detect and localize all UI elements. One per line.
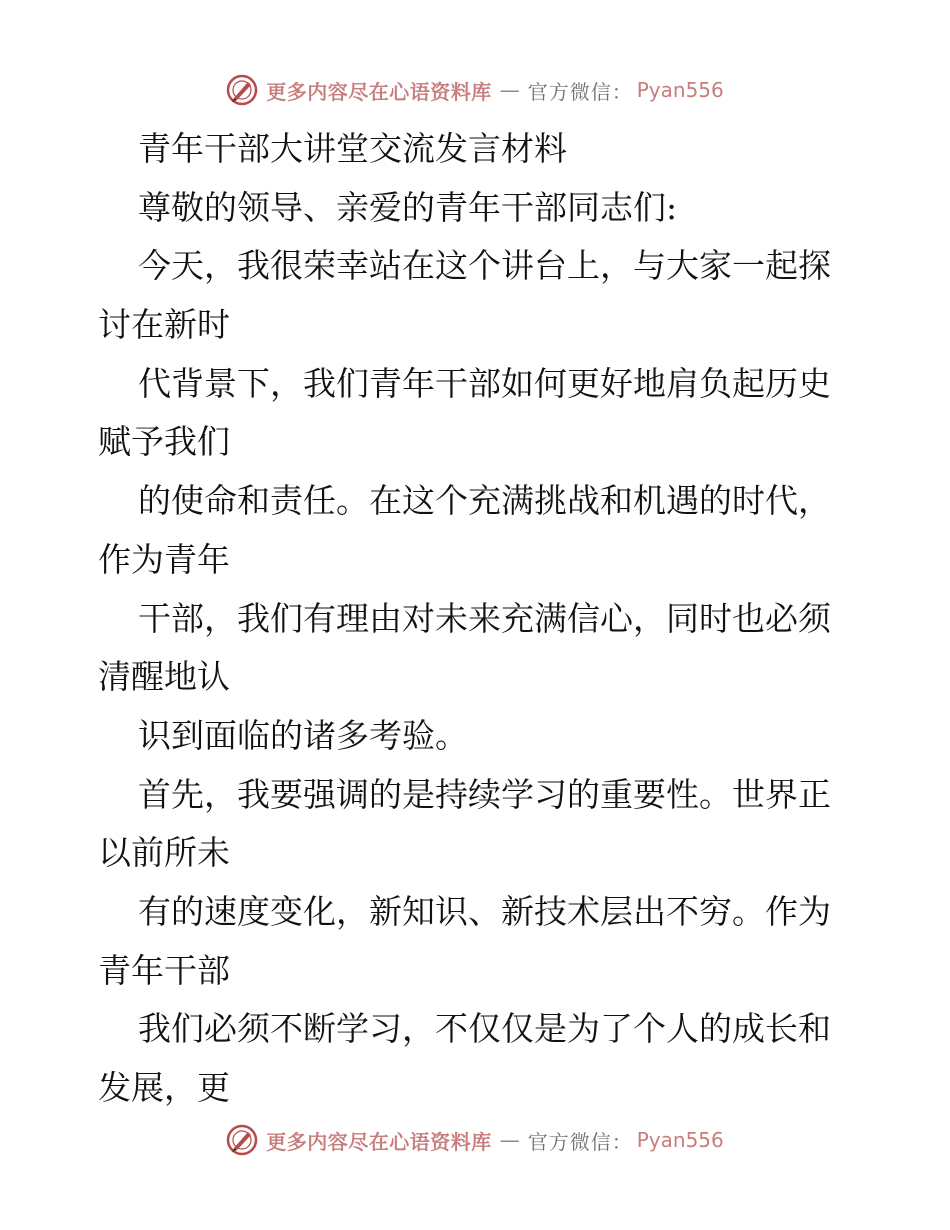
header-banner [0,70,950,110]
document-line: 识到面临的诸多考验。 [138,715,468,755]
document-line: 尊敬的领导、亲爱的青年干部同志们: [138,187,678,227]
quill-pen-logo-icon [226,1124,258,1156]
document-line: 作为青年 [98,539,230,579]
document-line: 我们必须不断学习，不仅仅是为了个人的成长和 [138,1009,831,1049]
banner-separator: — [499,1128,520,1152]
document-line: 干部，我们有理由对未来充满信心，同时也必须 [138,598,831,638]
document-line: 的使命和责任。在这个充满挑战和机遇的时代， [138,481,831,521]
document-line: 首先，我要强调的是持续学习的重要性。世界正 [138,774,831,814]
document-body [98,120,858,1118]
document-line: 发展，更 [98,1068,230,1107]
document-line: 有的速度变化，新知识、新技术层出不穷。作为 [138,891,831,931]
document-line: 赋予我们 [98,422,230,462]
document-line: 青年干部 [98,950,230,990]
document-line: 清醒地认 [98,657,230,697]
brand-text: 更多内容尽在心语资料库 [266,79,492,104]
document-line: 以前所未 [98,833,230,873]
document-line: 代背景下，我们青年干部如何更好地肩负起历史 [138,363,831,403]
banner-separator: — [499,78,520,102]
document-line: 今天，我很荣幸站在这个讲台上，与大家一起探 [138,246,831,286]
document-title: 青年干部大讲堂交流发言材料 [138,129,567,168]
brand-text: 更多内容尽在心语资料库 [266,1129,492,1154]
wechat-id: Pyan556 [636,78,724,102]
wechat-label: 官方微信： [527,79,633,104]
footer-banner [0,1120,950,1160]
document-line: 讨在新时 [98,305,230,345]
wechat-label: 官方微信： [527,1129,633,1154]
wechat-id: Pyan556 [636,1128,724,1152]
quill-pen-logo-icon [226,74,258,106]
